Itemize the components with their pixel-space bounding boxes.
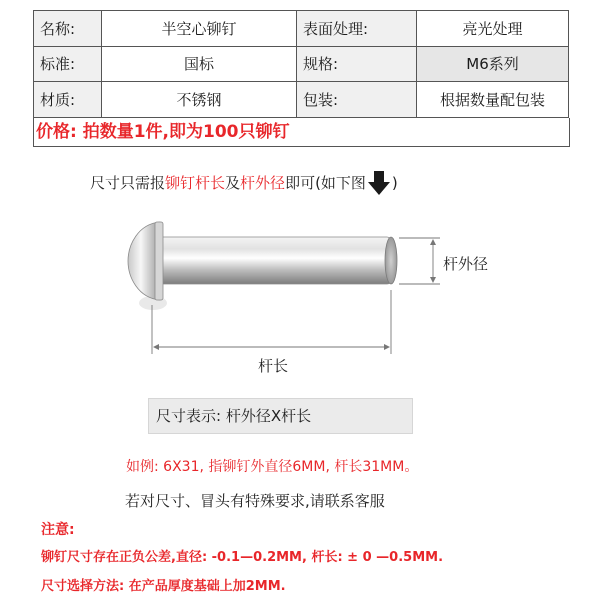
spec-value: M6系列 [417, 46, 569, 82]
standard-value: 国标 [102, 46, 297, 82]
price-banner: 价格: 拍数量1件,即为100只铆钉 [33, 118, 570, 147]
note-title: 注意: [41, 522, 75, 538]
instruction-text: 及 [225, 174, 241, 192]
special-request-text: 若对尺寸、冒头有特殊要求,请联系客服 [125, 492, 385, 510]
package-value: 根据数量配包装 [417, 82, 569, 118]
diameter-dimension [399, 238, 440, 284]
example-text: 如例: 6X31, 指铆钉外直径6MM, 杆长31MM。 [126, 459, 419, 475]
instruction-text: 即可(如下图 [285, 174, 366, 192]
rivet-image [128, 222, 397, 310]
outer-diameter-label: 杆外径 [443, 255, 489, 273]
material-label: 材质: [34, 82, 102, 118]
name-value: 半空心铆钉 [102, 11, 297, 47]
tolerance-note: 铆钉尺寸存在正负公差,直径: -0.1—0.2MM, 杆长: ± 0 —0.5MM. [41, 550, 444, 565]
surface-value: 亮光处理 [417, 11, 569, 47]
surface-label: 表面处理: [297, 11, 417, 47]
length-label: 杆长 [258, 357, 289, 375]
name-label: 名称: [34, 11, 102, 47]
instruction-text: 尺寸只需报 [90, 174, 166, 192]
material-value: 不锈钢 [102, 82, 297, 118]
length-dimension [152, 290, 391, 354]
instruction-highlight-diameter: 杆外径 [240, 174, 286, 192]
instruction-text: ) [391, 174, 398, 192]
spec-label: 规格: [297, 46, 417, 82]
selection-method-note: 尺寸选择方法: 在产品厚度基础上加2MM. [41, 579, 286, 594]
standard-label: 标准: [34, 46, 102, 82]
instruction-highlight-length: 铆钉杆长 [165, 174, 226, 192]
size-expression-box: 尺寸表示: 杆外径X杆长 [148, 398, 413, 434]
package-label: 包装: [297, 82, 417, 118]
